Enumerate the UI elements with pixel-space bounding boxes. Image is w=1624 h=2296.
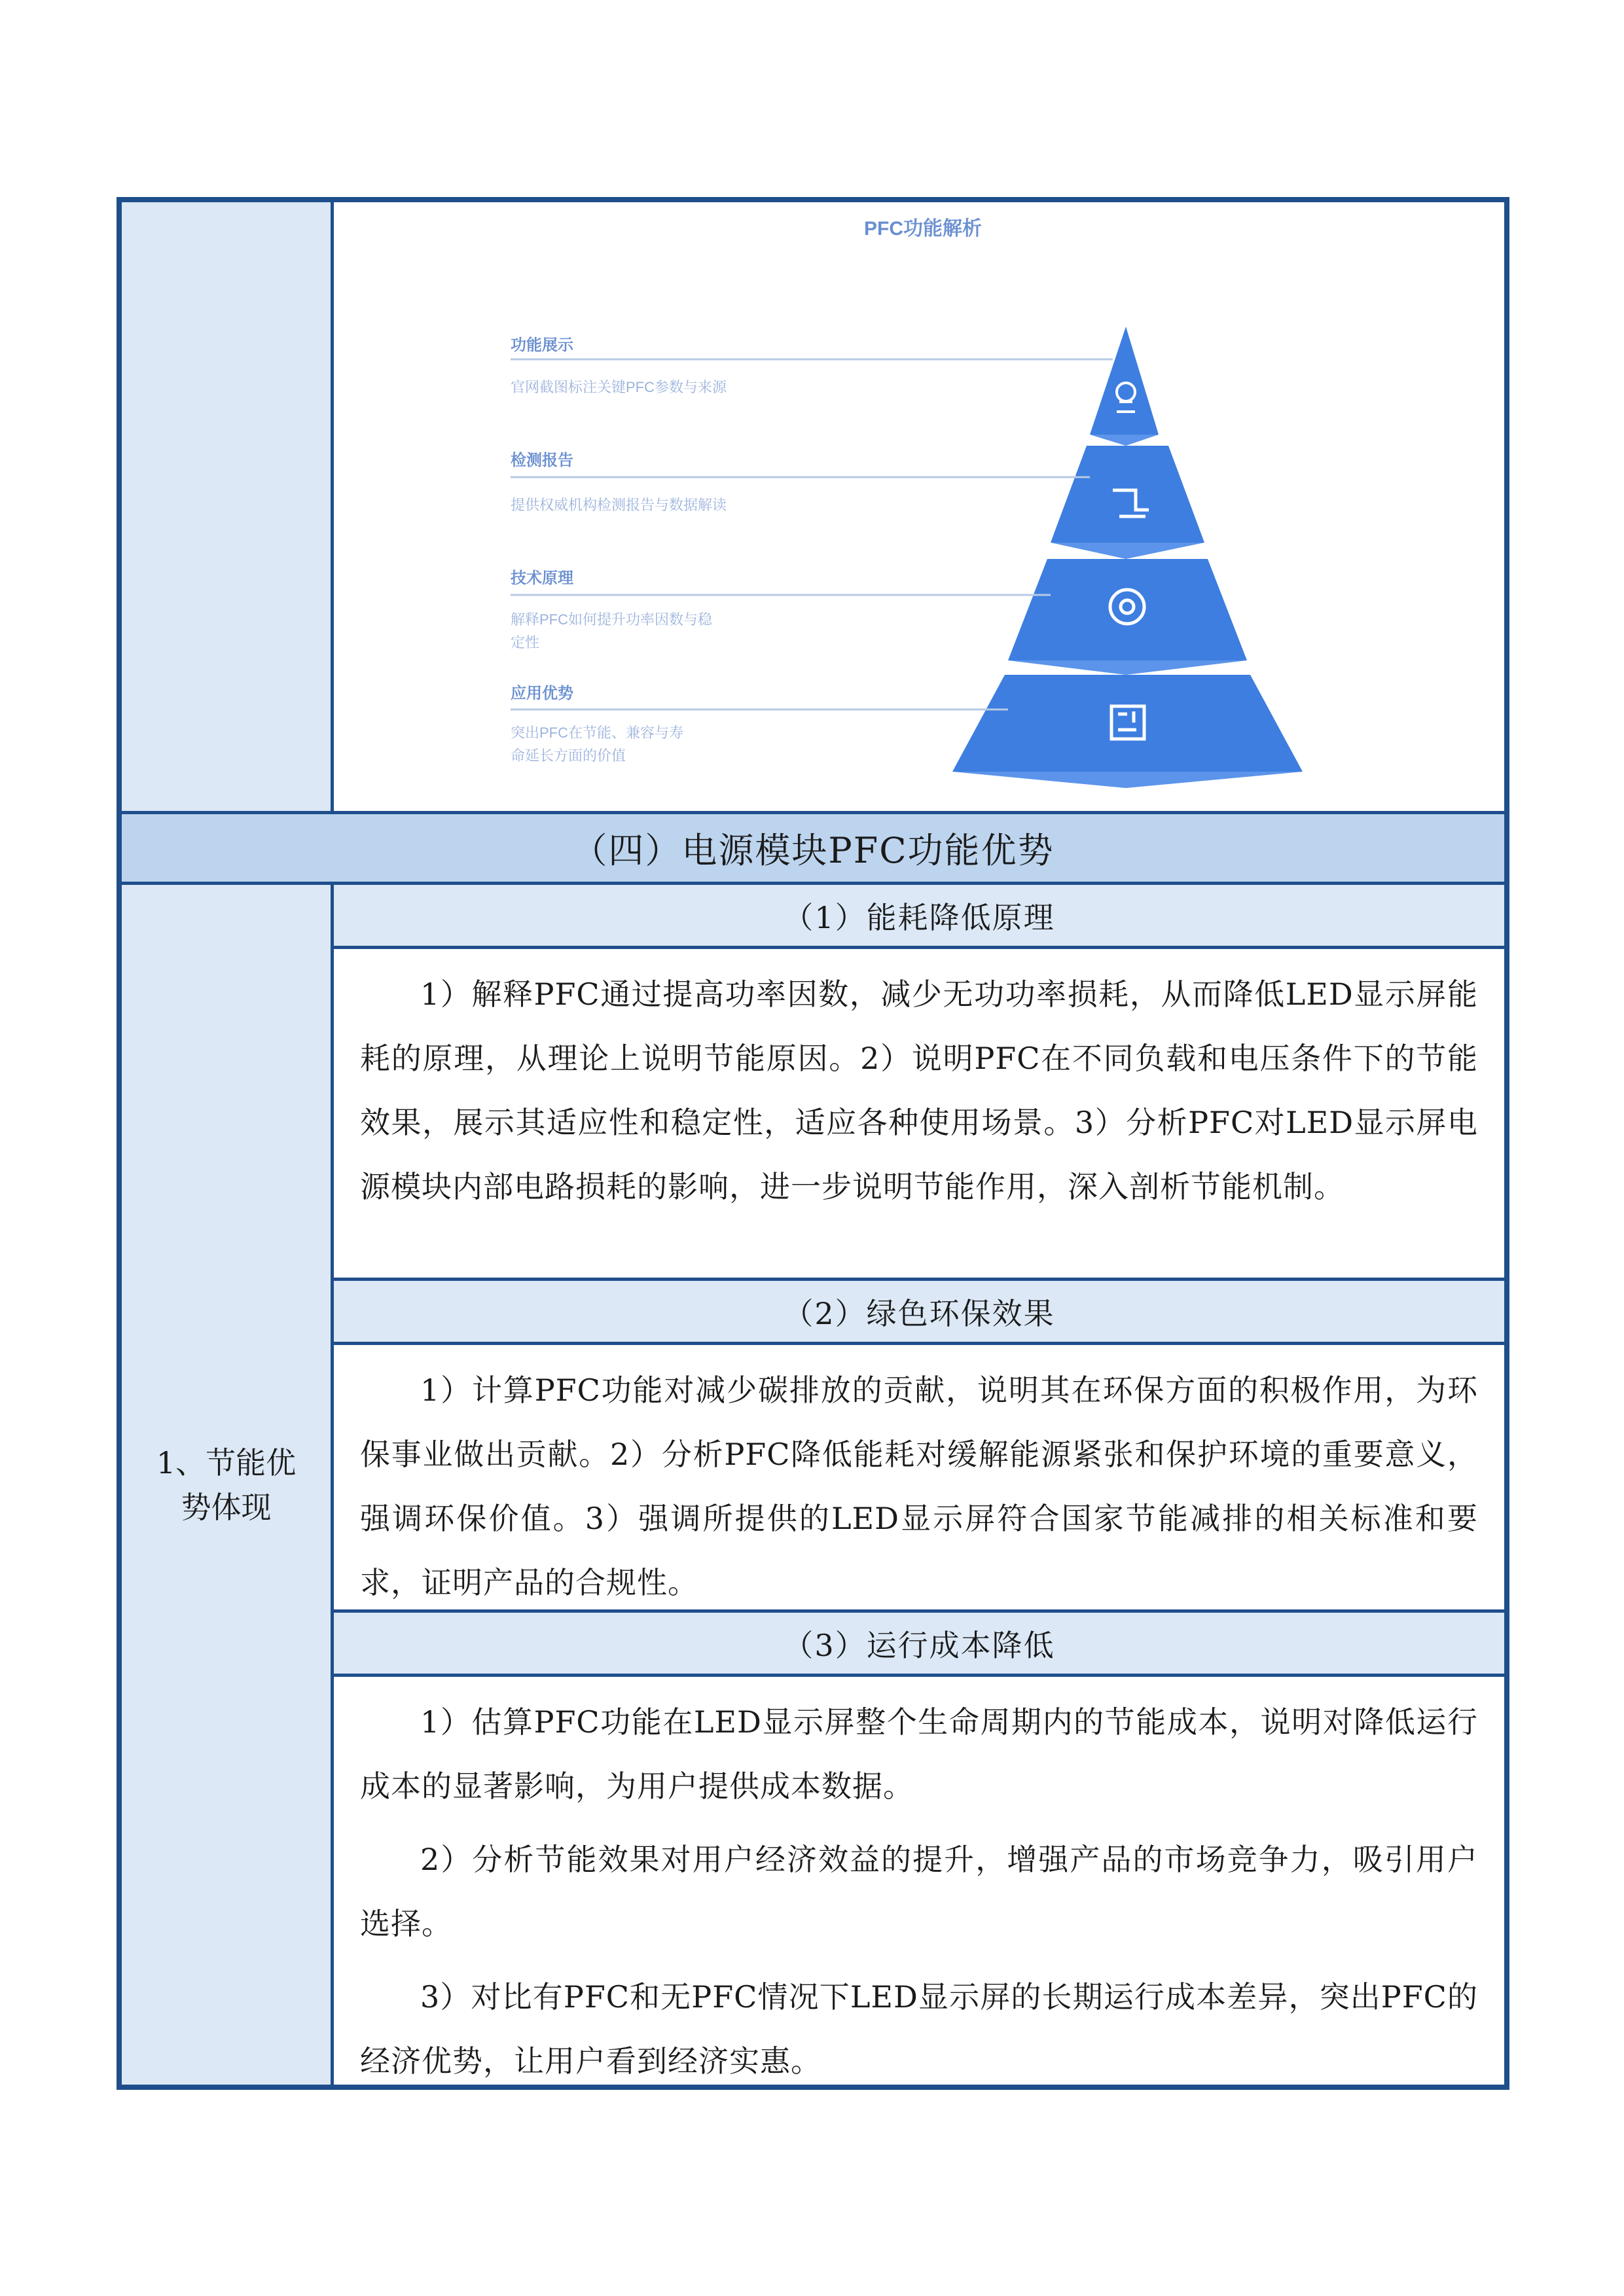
- pyramid-level-2: [1051, 446, 1204, 543]
- pyramid-level-2-label: 检测报告: [511, 452, 573, 469]
- pyramid-level-4-desc-2: 命延长方面的价值: [511, 747, 626, 764]
- subsection-1-paragraph: 1）解释PFC通过提高功率因数，减少无功功率损耗，从而降低LED显示屏能耗的原理，从理论上说明节能原因。2）说明PFC在不同负载和电压条件下的节能效果，展示其适应性和稳定性，适应各种使用场景。3）分析PFC对LED显示屏电源模块内部电路损耗的影响，进一步说明节能作用，深入剖析节能机制。: [360, 977, 1478, 1204]
- pyramid-level-3-label: 技术原理: [511, 569, 573, 587]
- pyramid-level-1-label: 功能展示: [511, 336, 573, 354]
- pyramid-level-4-label: 应用优势: [511, 685, 573, 702]
- pyramid-level-4-desc-1: 突出PFC在节能、兼容与寿: [511, 725, 684, 741]
- subsection-2-heading: （2）绿色环保效果: [334, 1281, 1504, 1342]
- pyramid-level-4: [952, 675, 1303, 772]
- section-title: （四）电源模块PFC功能优势: [122, 814, 1504, 882]
- pyramid-level-2-face: [1051, 543, 1204, 559]
- subsection-2-paragraph: 1）计算PFC功能对减少碳排放的贡献，说明其在环保方面的积极作用，为环保事业做出贡献。2）分析PFC降低能耗对缓解能源紧张和保护环境的重要意义，强调环保价值。3）强调所提供的LED显示屏符合国家节能减排的相关标准和要求，证明产品的合规性。: [360, 1372, 1478, 1600]
- pyramid-level-1-desc: 官网截图标注关键PFC参数与来源: [511, 379, 727, 395]
- pyramid-level-1: [1090, 327, 1159, 435]
- pyramid-level-4-face: [952, 772, 1303, 788]
- subsection-3-paragraph-1: 1）估算PFC功能在LED显示屏整个生命周期内的节能成本，说明对降低运行成本的显著影响，为用户提供成本数据。: [360, 1704, 1478, 1804]
- pyramid-chart: [334, 202, 1504, 811]
- top-left-cell: [122, 202, 331, 811]
- subsection-1-heading: （1）能耗降低原理: [334, 885, 1504, 946]
- pyramid-figure: [334, 202, 1504, 811]
- pyramid-level-3-desc-1: 解释PFC如何提升功率因数与稳: [511, 611, 713, 628]
- row-label-energy-saving: 1、节能优势体现: [122, 885, 331, 2085]
- subsection-1-body: [334, 949, 1504, 1278]
- subsection-3-body: [334, 1677, 1504, 2085]
- pyramid-level-3-desc-2: 定性: [511, 634, 540, 651]
- pyramid-title: PFC功能解析: [864, 218, 982, 240]
- subsection-3-heading: （3）运行成本降低: [334, 1613, 1504, 1674]
- subsection-3-paragraph-3: 3）对比有PFC和无PFC情况下LED显示屏的长期运行成本差异，突出PFC的经济优势，让用户看到经济实惠。: [360, 1979, 1478, 2079]
- pyramid-level-1-face: [1090, 435, 1159, 446]
- subsection-3-paragraph-2: 2）分析节能效果对用户经济效益的提升，增强产品的市场竞争力，吸引用户选择。: [360, 1842, 1478, 1941]
- subsection-2-body: [334, 1345, 1504, 1609]
- pyramid-level-3: [1008, 559, 1247, 660]
- pyramid-level-3-face: [1008, 660, 1247, 675]
- document-table: [117, 197, 1509, 2090]
- pyramid-level-2-desc: 提供权威机构检测报告与数据解读: [511, 497, 727, 513]
